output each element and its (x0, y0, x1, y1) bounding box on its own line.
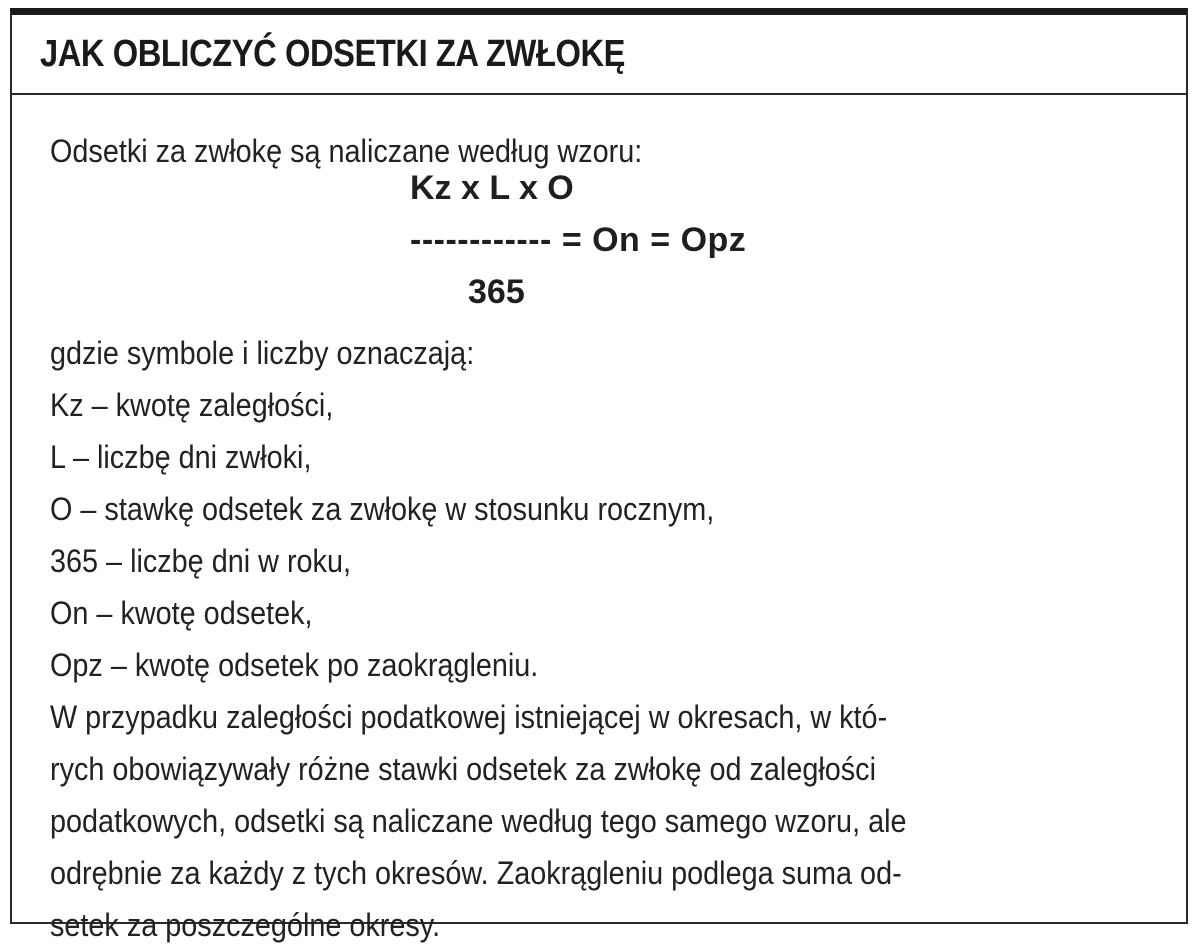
paragraph-line: setek za poszczególne okresy. (50, 907, 441, 943)
definition-item: Kz – kwotę zaległości, (50, 387, 334, 423)
definition-list (50, 379, 1150, 691)
info-box (10, 8, 1188, 943)
definition-item: O – stawkę odsetek za zwłokę w stosunku rocznym, (50, 491, 715, 527)
paragraph-line: odrębnie za każdy z tych okresów. Zaokrągleniu podlega suma od- (50, 855, 902, 891)
box-header (12, 15, 1186, 95)
legend-intro: gdzie symbole i liczby oznaczają: (50, 335, 475, 371)
paragraph-line: W przypadku zaległości podatkowej istniejącej w okresach, w któ- (50, 699, 888, 735)
definition-item: Opz – kwotę odsetek po zaokrągleniu. (50, 647, 539, 683)
definition-item: 365 – liczbę dni w roku, (50, 543, 351, 579)
explanation-paragraph (50, 691, 1150, 951)
definition-item: On – kwotę odsetek, (50, 595, 313, 631)
formula-numerator: Kz x L x O (410, 169, 574, 207)
formula (50, 169, 1150, 327)
definition-item: L – liczbę dni zwłoki, (50, 439, 312, 475)
box-title: JAK OBLICZYĆ ODSETKI ZA ZWŁOKĘ (40, 32, 626, 75)
intro-text: Odsetki za zwłokę są naliczane według wzoru: (50, 133, 643, 169)
formula-denominator: 365 (468, 273, 525, 311)
paragraph-line: podatkowych, odsetki są naliczane według tego samego wzoru, ale (50, 803, 907, 839)
formula-fraction-line: ------------ = On = Opz (410, 221, 747, 259)
paragraph-line: rych obowiązywały różne stawki odsetek za zwłokę od zaległości (50, 751, 876, 787)
box-content (12, 95, 1186, 951)
